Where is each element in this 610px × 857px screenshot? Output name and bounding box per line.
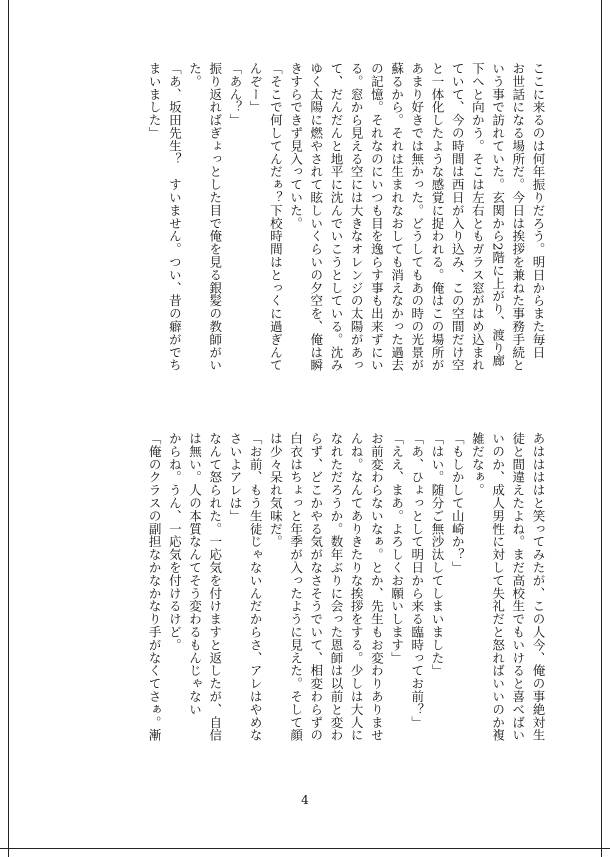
text-line: きすらできず見入っていた。: [288, 62, 304, 230]
text-line: 雑だなぁ。: [470, 432, 486, 497]
upper-text-column: [98, 62, 548, 412]
text-line: 「あ、ひょっとして明日から来る臨時ってお前？」: [409, 432, 425, 729]
text-line: る。窓から見える空には大きなオレンジの太陽があっ: [349, 62, 365, 372]
text-line: 白衣はちょっと年季が入ったように見えた。そして顔: [288, 432, 304, 742]
text-line: いのか、成人男性に対して失礼だと怒ればいいのか複: [490, 432, 506, 742]
text-line: あははははと笑ってみたが、この人今、俺の事絶対生: [531, 432, 546, 742]
text-line: は少々呆れ気味だ。: [268, 432, 284, 549]
text-line: 「もしかして山崎か？」: [450, 432, 466, 574]
text-line: 振り返ればぎょっとした目で俺を見る銀髪の教師がい: [207, 62, 223, 372]
text-line: お前変わらないなぁ。とか、先生もお変わりありませ: [369, 432, 385, 742]
text-line: お世話になる場所だ。今日は挨拶を兼ねた事務手続と: [510, 62, 526, 372]
text-line: ていて、今の時間は西日が入り込み、この空間だけ空: [450, 62, 466, 372]
text-line: なれただろうか。数年ぶりに会った恩師は以前と変わ: [328, 432, 344, 742]
text-line: あまり好きでは無かった。どうしてもあの時の光景が: [409, 62, 425, 372]
text-line: 「あ、坂田先生？ すいません。つい、昔の癖がでち: [167, 62, 183, 372]
text-line: と一体化したような感覚に捉われる。俺はこの場所が: [429, 62, 445, 372]
text-line: は無い。人の本質なんてそう変わるもんじゃない: [187, 432, 203, 716]
text-line: 「ええ、まあ。よろしくお願いします」: [389, 432, 405, 665]
text-line: ここに来るのは何年振りだろう。明日からまた毎日: [531, 62, 546, 359]
text-line: 「俺のクラスの副担なかなかなり手がなくてさぁ。漸: [147, 432, 163, 742]
text-line: て、だんだんと地平に沈んでいこうとしている。沈み: [328, 62, 344, 372]
page-border-bottom: [0, 848, 610, 849]
text-line: からね。うん、一応気を付けるけど。: [167, 432, 183, 652]
text-line: の記憶。それなのにいつも目を逸らす事も出来ずにい: [369, 62, 385, 372]
text-line: んね。なんてありきたりな挨拶をする。少しは大人に: [349, 432, 365, 742]
text-line: 蘇るから。それは生まれなおしても消えなかった過去: [389, 62, 405, 372]
text-line: ゆく太陽に燃やされて眩しいくらいの夕空を、俺は瞬: [308, 62, 324, 372]
text-line: 「そこで何してんだぁ？下校時間はとっくに過ぎんて: [268, 62, 284, 372]
text-line: いう事で訪れていた。玄関から2階に上がり、渡り廊: [490, 62, 506, 368]
text-line: なんて怒られた。一応気を付けますと返したが、自信: [207, 432, 223, 742]
text-line: まいました」: [147, 62, 163, 140]
text-line: んぞー」: [248, 62, 264, 114]
text-line: 下へと向かう。そこは左右ともガラス窓がはめ込まれ: [470, 62, 486, 372]
text-line: た。: [187, 62, 203, 88]
text-line: 徒と間違えたよね。まだ高校生でもいけると喜べばい: [510, 432, 526, 742]
text-line: 「はい。随分ご無沙汰してしまいました」: [429, 432, 445, 678]
text-line: さいよアレは」: [227, 432, 243, 523]
page-border-right: [601, 0, 602, 857]
text-line: 「お前、もう生徒じゃないんだからさ、アレはやめな: [248, 432, 264, 742]
page-border-left: [8, 0, 9, 857]
lower-text-column: [98, 432, 548, 792]
text-line: 「あん？」: [227, 62, 243, 127]
text-line: らず、どこかやる気がなさそうでいて、相変わらずの: [308, 432, 324, 742]
page-number: 4: [301, 793, 309, 807]
